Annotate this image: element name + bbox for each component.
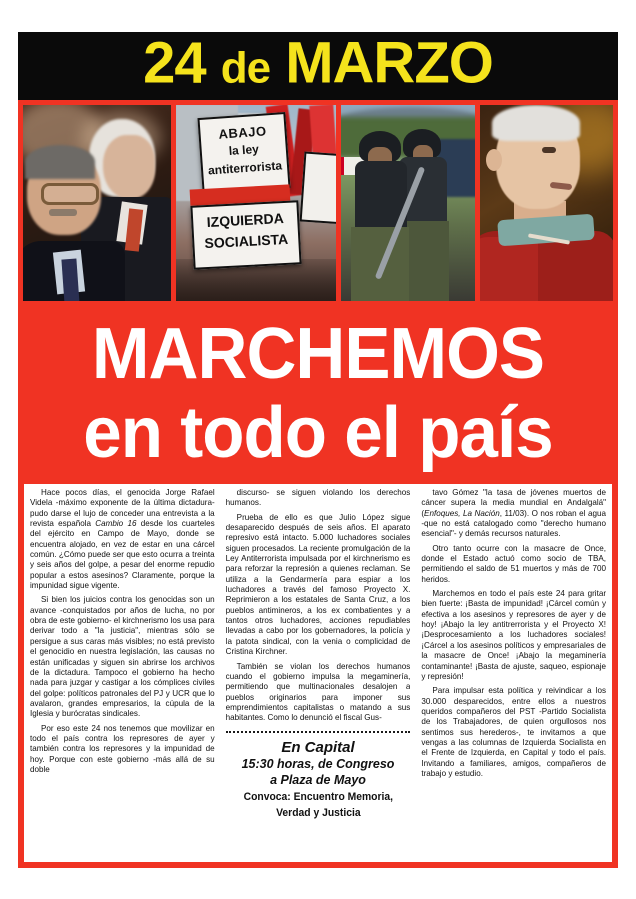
- article-paragraph: Si bien los juicios contra los genocidas son un avance -conquistados por años de lucha, no por obra de este gobierno- el kirchnerismo los usa para derivar todo a "la justicia", mientras sólo se persigue a sus caras más visibles; no está previsto el genocidio en nuestra legislación, las causas no están unificadas y siguen sin abrirse los archivos de la dictadura. Tampoco el gobierno ha hecho nada para juzgar y castigar a los cómplices civiles del golpe: políticos patronales del PJ y UCR que lo avalaron, grandes empresarios, la cúpula de la Iglesia y burócratas sindicales.: [30, 595, 215, 719]
- masthead-de: de: [220, 43, 271, 93]
- sign-line-2: la ley: [228, 141, 260, 159]
- headline-line-1: MARCHEMOS: [91, 314, 545, 394]
- article-paragraph: tavo Gómez "la tasa de jóvenes muertos de cáncer supera la media mundial en Andalgalá" (Enfoques, La Nación, 11/03). O nos roban el agua -que no está catalogado como "derecho humano esencial"- y demás recursos naturales.: [421, 488, 607, 539]
- masthead-month: MARZO: [285, 32, 493, 96]
- person-hair: [492, 105, 580, 141]
- eyeglasses-icon: [41, 183, 99, 205]
- article-paragraph: discurso- se siguen violando los derechos humanos.: [225, 488, 411, 508]
- capital-callout: [226, 731, 411, 821]
- sign-line-2: SOCIALISTA: [204, 230, 289, 252]
- person-tie: [61, 259, 79, 301]
- article-frame: [18, 478, 618, 868]
- callout-title: En Capital: [281, 738, 355, 756]
- person-moustache: [49, 209, 77, 216]
- dotted-divider: [226, 731, 411, 734]
- article-column-2: [226, 488, 411, 858]
- masthead-title: [18, 34, 618, 99]
- secondary-protest-sign: [300, 152, 336, 225]
- masthead-day: 24: [143, 32, 206, 96]
- callout-time-line-1: 15:30 horas, de Congreso: [241, 756, 395, 771]
- callout-time-line-2: a Plaza de Mayo: [270, 772, 366, 787]
- article-paragraph: Otro tanto ocurre con la masacre de Once, donde el Estado actuó como socio de TBA, permitiendo el saldo de 51 muertos y más de 700 heridos.: [421, 543, 607, 584]
- person-face: [103, 135, 155, 199]
- sign-line-1: ABAJO: [218, 123, 268, 142]
- person-eye: [542, 147, 556, 153]
- article-column-3: [421, 488, 606, 858]
- person-sweater-shade: [480, 237, 538, 301]
- article-column-2-body: [226, 488, 411, 724]
- article-paragraph: Marchemos en todo el país este 24 para gritar bien fuerte: ¡Basta de impunidad! ¡Cárcel común y efectiva a los asesinos y represores de ayer y de hoy! ¡Abajo la ley antitrerrorista y el Proyecto X! ¡Desprocesamiento a los luchadores sociales! ¡Cárcel a los asesinos políticos y empresariales de la masacre de Once! ¡Abajo la megaminería contaminante! ¡Basta de ajuste, saqueo, espionaje y represión!: [421, 589, 607, 681]
- photo-riot-police: [341, 105, 475, 301]
- article-column-1: [30, 488, 215, 858]
- article-paragraph: Para impulsar esta política y reivindicar a los 30.000 desparecidos, entre ellos a nuestros queridos compañeros del PST -Partido Socialista de los Trabajadores, de quien orgullosos nos sentimos sus herederos-, te invitamos a que vengas a las columnas de Izquierda Socialista en el Frente de Izquierda, en Capital y todo el país. Invitando a familiares, amigos, compañeros de trabajo y estudio.: [421, 686, 607, 778]
- article-paragraph: Hace pocos días, el genocida Jorge Rafael Videla -máximo exponente de la última dictadura- pudo darse el lujo de conceder una entrevista a la revista española Cambio 16 desde los cuarteles del ejército en Campo de Mayo, donde se encuentra alojado, en vez de estar en una cárcel común. ¿Cómo puede ser que esto ocurra a treinta y seis años del golpe, a pesar del enorme repudio popular a estos asesinos? Claramente, porque la impunidad sigue vigente.: [30, 488, 215, 591]
- masthead-banner: [18, 32, 618, 100]
- protest-sign-izquierda-socialista: [190, 200, 301, 270]
- article-paragraph: Por eso este 24 nos tenemos que movilizar en todo el país contra los represores de ayer y también contra los represores y la impunidad de hoy. Porque con este gobierno -más allá de su doble: [30, 723, 215, 774]
- photo-protest-banners: [176, 105, 336, 301]
- main-headline-block: [18, 310, 618, 478]
- article-columns: [24, 484, 612, 862]
- headline-line-2: en todo el país: [83, 393, 553, 473]
- callout-convoca-line-1: Convoca: Encuentro Memoria,: [243, 790, 393, 803]
- protest-sign-antiterrorista: [197, 112, 290, 194]
- sign-line-1: IZQUIERDA: [206, 210, 285, 231]
- callout-convoca-line-2: Verdad y Justicia: [275, 807, 361, 820]
- photo-videla-trial: [23, 105, 171, 301]
- photo-strip: [18, 100, 618, 310]
- sign-line-3: antiterrorista: [207, 158, 283, 178]
- person-ear: [486, 149, 502, 171]
- photo-elderly-man: [480, 105, 613, 301]
- person-hair: [25, 145, 95, 179]
- article-paragraph: Prueba de ello es que Julio López sigue desaparecido después de seis años. El aparato represivo está intacto. 5.000 luchadores sociales siguen procesados. La reciente promulgación de la Ley Antiterrorista impulsada por el kirchnerismo es para reforzar la represión a quienes reclaman. Se utiliza a la Gendarmería para espiar a los luchadores a través del famoso Proyecto X. Reprimieron a los estatales de Santa Cruz, a los pueblos antimineros, a los ex combatientes y a tantos otros luchadores, acciones repudiables llevadas a cabo por los gobernadores, la policía y la patota sindical, con la venia o complicidad de Cristina Kirchner.: [225, 512, 411, 657]
- article-paragraph: También se violan los derechos humanos cuando el gobierno impulsa la megaminería, permitiendo que multinacionales desalojen a pueblos originarios para imponer sus emprendimientos capitalistas o matando a sus habitantes. Como lo denunció el fiscal Gus-: [225, 661, 411, 723]
